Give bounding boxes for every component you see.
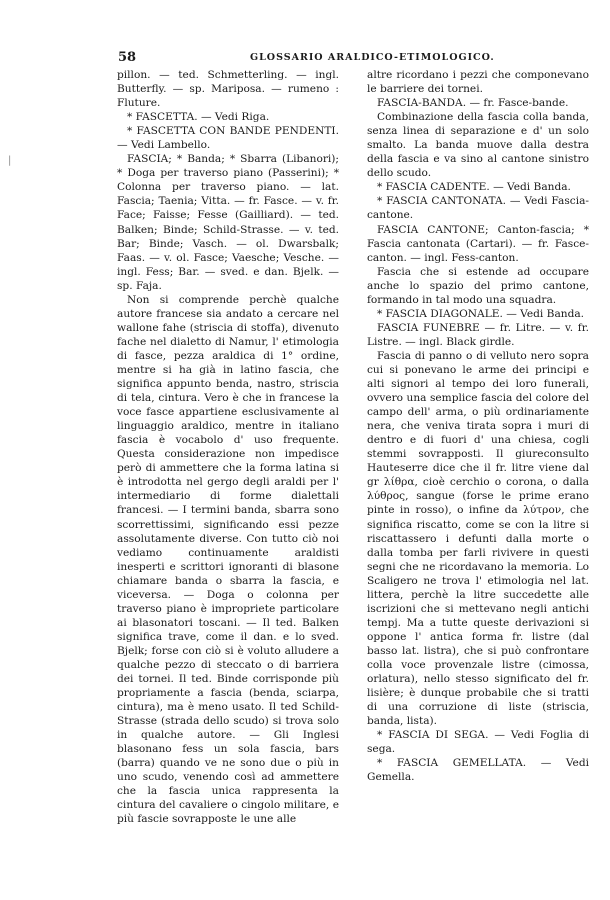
paragraph: FASCIA-BANDA. — fr. Fasce-bande. <box>377 97 569 110</box>
paragraph: FASCIA; * Banda; * Sbarra (Libanori); * Doga per traverso piano (Passerini); * Colonna per traverso piano. — lat. Fascia; Taenia; Vitta. — fr. Fasce. — v. fr. Face; Faisse; Fesse (Gailliard). — ted. Balken; Binde; Schild-Strasse. — v. ted. Bar; Binde; Vasch. — ol. Dwarsbalk; Faas. — v. ol. Fasce; Vaesche; Vesche. — ingl. Fess; Bar. — sved. e dan. Bjelk. — sp. Faja. <box>117 153 339 292</box>
page-number: 58 <box>118 50 137 65</box>
paragraph: * FASCIA DIAGONALE. — Vedi Banda. <box>377 307 585 320</box>
paragraph: pillon. — ted. Schmetterling. — ingl. Butterfly. — sp. Mariposa. — rumeno : Fluture. <box>117 69 339 110</box>
paragraph: * FASCETTA. — Vedi Riga. <box>127 111 270 124</box>
paragraph: * FASCIA CANTONATA. — Vedi Fascia-cantone. <box>367 195 589 222</box>
margin-mark: | <box>8 155 12 166</box>
paragraph: altre ricordano i pezzi che componevano le barriere dei tornei. <box>367 69 589 96</box>
right-column <box>367 68 589 784</box>
paragraph: Fascia di panno o di velluto nero sopra cui si ponevano le arme dei principi e alti signori al tempo dei loro funerali, ovvero una semplice fascia del colore del campo dell' arma, o più ordinariamente nera, che veniva tirata sopra i muri di dentro e di fuori d' una chiesa, cogli stemmi sovrapposti. Il giureconsulto Hauteserre dice che il fr. litre viene dal gr λίθρα, cioè cerchio o corona, o dalla λύθρος, sangue (forse le prime erano pinte in rosso), o infine da λύτρον, che significa riscatto, come se con la litre si riscattassero i defunti dalla morte o dalla tomba per farli rivivere in questi segni che ne ricordavano la memoria. Lo Scaligero ne trova l' etimologia nel lat. littera, perchè la litre succedette alle iscrizioni che si mettevano negli antichi tempj. Ma a tutte queste derivazioni si oppone l' antica forma fr. listre (dal basso lat. listra), che si può confrontare colla voce provenzale listre (cimossa, orlatura), nello stesso significato del fr. lisière; è dunque probabile che si tratti di una corruzione di liste (striscia, banda, lista). <box>367 349 589 728</box>
paragraph: * FASCIA DI SEGA. — Vedi Foglia di sega. <box>367 729 589 756</box>
paragraph: * FASCETTA CON BANDE PENDENTI. — Vedi Lambello. <box>117 125 339 152</box>
paragraph: * FASCIA CADENTE. — Vedi Banda. <box>377 181 571 194</box>
running-title: GLOSSARIO ARALDICO-ETIMOLOGICO. <box>250 52 495 63</box>
paragraph: Fascia che si estende ad occupare anche lo spazio del primo cantone, formando in tal modo una squadra. <box>367 265 589 306</box>
paragraph: FASCIA FUNEBRE — fr. Litre. — v. fr. Listre. — ingl. Black girdle. <box>367 321 589 348</box>
paragraph: Non si comprende perchè qualche autore francese sia andato a cercare nel wallone fahe (striscia di stoffa), divenuto fache nel dialetto di Namur, l' etimologia di fasce, pezza araldica di 1° ordine, mentre si ha già in latino fascia, che significa appunto benda, nastro, striscia di tela, cintura. Vero è che in francese la voce fasce appartiene esclusivamente al linguaggio araldico, mentre in italiano fascia è vocabolo d' uso frequente. Questa considerazione non impedisce però di ammettere che la forma latina si è introdotta nel gergo degli araldi per l' intermediario di forme dialettali francesi. — I termini banda, sbarra sono scorrettissimi, significando essi pezze assolutamente diverse. Con tutto ciò noi vediamo continuamente araldisti inesperti e scrittori ignoranti di blasone chiamare banda o sbarra la fascia, e viceversa. — Doga o colonna per traverso piano è impropriete particolare ai blasonatori toscani. — Il ted. Balken significa trave, come il dan. e lo sved. Bjelk; forse con ciò si è voluto alludere a qualche pezzo di steccato o di barriera dei tornei. Il ted. Binde corrisponde più propriamente a fascia (benda, sciarpa, cintura), ma è meno usato. Il ted Schild-Strasse (strada dello scudo) si trova solo in qualche autore. — Gli Inglesi blasonano fess un sola fascia, bars (barra) quando ve ne sono due o più in uno scudo, venendo così ad ammettere che la fascia unica rappresenta la cintura del cavaliere o cingolo militare, e più fascie sovrapposte le une alle <box>117 293 339 826</box>
paragraph: Combinazione della fascia colla banda, senza linea di separazione e d' un solo smalto. La banda muove dalla destra della fascia e va sino al cantone sinistro dello scudo. <box>367 111 589 180</box>
paragraph: * FASCIA GEMELLATA. — Vedi Gemella. <box>367 757 589 784</box>
paragraph: FASCIA CANTONE; Canton-fascia; * Fascia cantonata (Cartari). — fr. Fasce-canton. — ingl. Fess-canton. <box>367 223 589 264</box>
left-column <box>117 68 339 827</box>
